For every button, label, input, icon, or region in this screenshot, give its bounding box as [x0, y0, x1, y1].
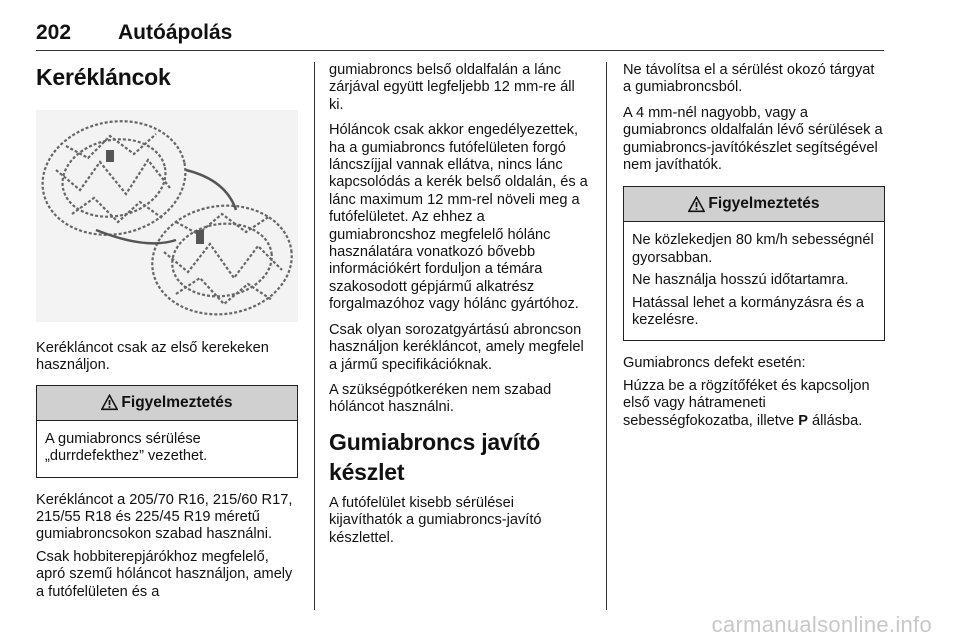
- gear-position-p: P: [798, 412, 808, 429]
- column-divider-1: [314, 62, 315, 610]
- paragraph: A szükségpótkeréken nem szabad hóláncot használni.: [329, 381, 552, 416]
- paragraph-text: Húzza be a rögzítőféket és kapcsoljon első vagy hátrameneti sebességfokozatba, illetve: [623, 377, 870, 429]
- warning-triangle-icon: [688, 196, 705, 213]
- paragraph: gumiabroncs belső oldalfalán a lánc zárjával együtt legfeljebb 12 mm-re áll ki.: [329, 62, 575, 113]
- paragraph: Hóláncok csak akkor engedélyezettek, ha a gumiabroncs futófelületen forgó láncszíjjal vannak ellátva, nincs lánc kapcsolódás a kerék belső oldalán, és a lánc maximum 12 mm-rel növeli meg a futófelületet. Az ehhez a gumiabroncshoz megfelelő hólánc használatára vonatkozó bővebb információkért forduljon a témára szakosodott gépjármű alkatrész forgalmazóhoz vagy hólánc gyártóhoz.: [329, 122, 588, 313]
- paragraph: A futófelület kisebb sérülései kijavíthatók a gumiabroncs-javító készlettel.: [329, 494, 542, 546]
- snow-chain-illustration: [36, 110, 298, 322]
- warning-title: Figyelmeztetés: [121, 393, 233, 411]
- paragraph: Csak olyan sorozatgyártású abroncson használjon kerékláncot, amely megfelel a jármű specifikációknak.: [329, 321, 584, 373]
- paragraph: Kerékláncot a 205/70 R16, 215/60 R17, 215/55 R18 és 225/45 R19 méretű gumiabroncsokon szabad használni.: [36, 491, 293, 543]
- paragraph: A 4 mm-nél nagyobb, vagy a gumiabroncs oldalfalán lévő sérülések a gumiabroncs-javítókészlet segítségével nem javíthatók.: [623, 104, 883, 174]
- section-title-tire-repair-kit: Gumiabroncs javító készlet: [329, 428, 541, 485]
- warning-text: A gumiabroncs sérülése „durrdefekthez” vezethet.: [45, 430, 208, 465]
- warning-text: Hatással lehet a kormányzásra és a kezelésre.: [632, 294, 864, 329]
- paragraph-text: állásba.: [807, 412, 863, 429]
- warning-header: [624, 187, 884, 222]
- warning-triangle-icon: [101, 394, 118, 411]
- page-header: [36, 21, 884, 51]
- paragraph: Ne távolítsa el a sérülést okozó tárgyat a gumiabroncsból.: [623, 62, 875, 96]
- warning-text: Ne közlekedjen 80 km/h sebességnél gyorsabban.: [632, 232, 874, 266]
- column-2: [329, 62, 591, 552]
- chapter-title: Autóápolás: [118, 21, 233, 44]
- column-3: [623, 62, 885, 435]
- paragraph: Kerékláncot csak az első kerekeken használjon.: [36, 340, 269, 374]
- paragraph: [623, 378, 885, 430]
- paragraph: Gumiabroncs defekt esetén:: [623, 355, 806, 372]
- page-number: 202: [36, 21, 72, 44]
- header-rule: [36, 50, 884, 51]
- column-1: [36, 62, 298, 606]
- column-divider-2: [606, 62, 607, 610]
- section-title-snow-chains: Kerékláncok: [36, 64, 171, 90]
- warning-box: [36, 385, 298, 478]
- warning-body: [37, 421, 297, 477]
- warning-body: [624, 222, 884, 340]
- watermark: carmanualsonline.info: [711, 612, 932, 637]
- warning-text: Ne használja hosszú időtartamra.: [632, 272, 849, 289]
- warning-header: [37, 386, 297, 421]
- paragraph: Csak hobbiterepjárókhoz megfelelő, apró szemű hóláncot használjon, amely a futófelületen és a: [36, 548, 293, 600]
- warning-box: [623, 186, 885, 341]
- warning-title: Figyelmeztetés: [708, 195, 820, 213]
